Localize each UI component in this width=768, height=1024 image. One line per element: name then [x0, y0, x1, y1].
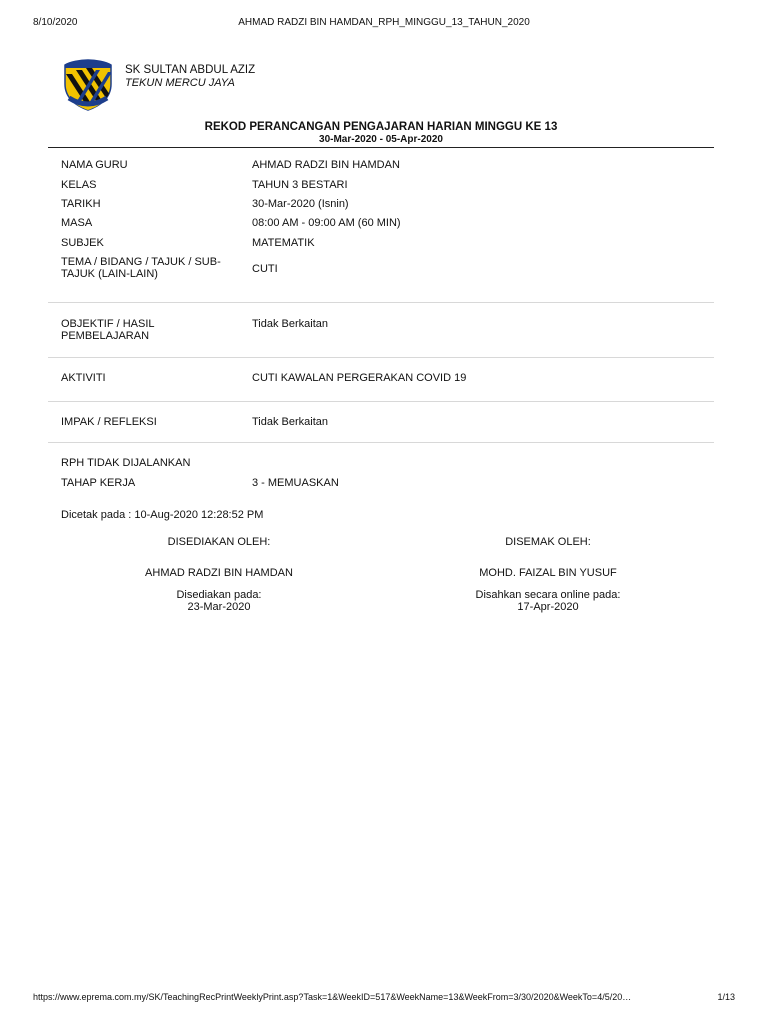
school-crest-icon	[60, 56, 116, 112]
print-footer	[0, 992, 768, 1004]
signature-prepared-date: 23-Mar-2020	[187, 601, 251, 613]
document-title: REKOD PERANCANGAN PENGAJARAN HARIAN MINGGU KE 13	[204, 121, 558, 133]
detail-label: TEMA / BIDANG / TAJUK / SUB-TAJUK (LAIN-LAIN)	[61, 256, 221, 280]
page-number: 1/13	[717, 992, 735, 1002]
signature-checked-date: 17-Apr-2020	[517, 601, 579, 613]
print-header	[0, 17, 768, 31]
school-name: SK SULTAN ABDUL AZIZ	[125, 64, 256, 76]
section-divider	[48, 401, 714, 402]
document-heading	[48, 121, 714, 145]
section-label: IMPAK / REFLEKSI	[61, 416, 157, 428]
section-divider	[48, 442, 714, 443]
signature-checked-heading: DISEMAK OLEH:	[505, 536, 591, 548]
section-value: 3 - MEMUASKAN	[252, 477, 339, 489]
section-label: AKTIVITI	[61, 372, 106, 384]
week-date-range: 30-Mar-2020 - 05-Apr-2020	[319, 134, 443, 145]
printed-timestamp: Dicetak pada : 10-Aug-2020 12:28:52 PM	[61, 509, 264, 521]
detail-label: MASA	[61, 217, 93, 229]
section-value: Tidak Berkaitan	[252, 318, 329, 330]
section-value: Tidak Berkaitan	[252, 416, 329, 428]
signature-checked-name: MOHD. FAIZAL BIN YUSUF	[479, 567, 617, 579]
print-date: 8/10/2020	[33, 17, 78, 28]
section-divider	[48, 302, 714, 303]
detail-label: NAMA GURU	[61, 159, 128, 171]
section-value: CUTI KAWALAN PERGERAKAN COVID 19	[252, 372, 467, 384]
detail-value: AHMAD RADZI BIN HAMDAN	[252, 159, 400, 171]
section-divider	[48, 357, 714, 358]
detail-value: CUTI	[252, 263, 278, 275]
detail-label: KELAS	[61, 179, 97, 191]
signature-checked-date-label: Disahkan secara online pada:	[475, 589, 621, 601]
print-url: https://www.eprema.com.my/SK/TeachingRecPrintWeeklyPrint.asp?Task=1&WeekID=517&WeekName=13&WeekFrom=3/30/2020&WeekTo=4/5/20…	[33, 992, 632, 1002]
section-label: RPH TIDAK DIJALANKAN	[61, 457, 191, 469]
signature-prepared-heading: DISEDIAKAN OLEH:	[167, 536, 271, 548]
school-motto: TEKUN MERCU JAYA	[125, 77, 235, 89]
detail-value: 08:00 AM - 09:00 AM (60 MIN)	[252, 217, 401, 229]
section-label: TAHAP KERJA	[61, 477, 136, 489]
detail-label: TARIKH	[61, 198, 101, 210]
print-document-title: AHMAD RADZI BIN HAMDAN_RPH_MINGGU_13_TAHUN_2020	[238, 17, 530, 28]
signature-prepared-name: AHMAD RADZI BIN HAMDAN	[145, 567, 293, 579]
detail-value: 30-Mar-2020 (Isnin)	[252, 198, 349, 210]
detail-label: SUBJEK	[61, 237, 104, 249]
detail-value: MATEMATIK	[252, 237, 315, 249]
section-label: OBJEKTIF / HASIL PEMBELAJARAN	[61, 318, 155, 342]
signature-prepared-date-label: Disediakan pada:	[176, 589, 262, 601]
detail-value: TAHUN 3 BESTARI	[252, 179, 348, 191]
heading-divider	[48, 147, 714, 148]
